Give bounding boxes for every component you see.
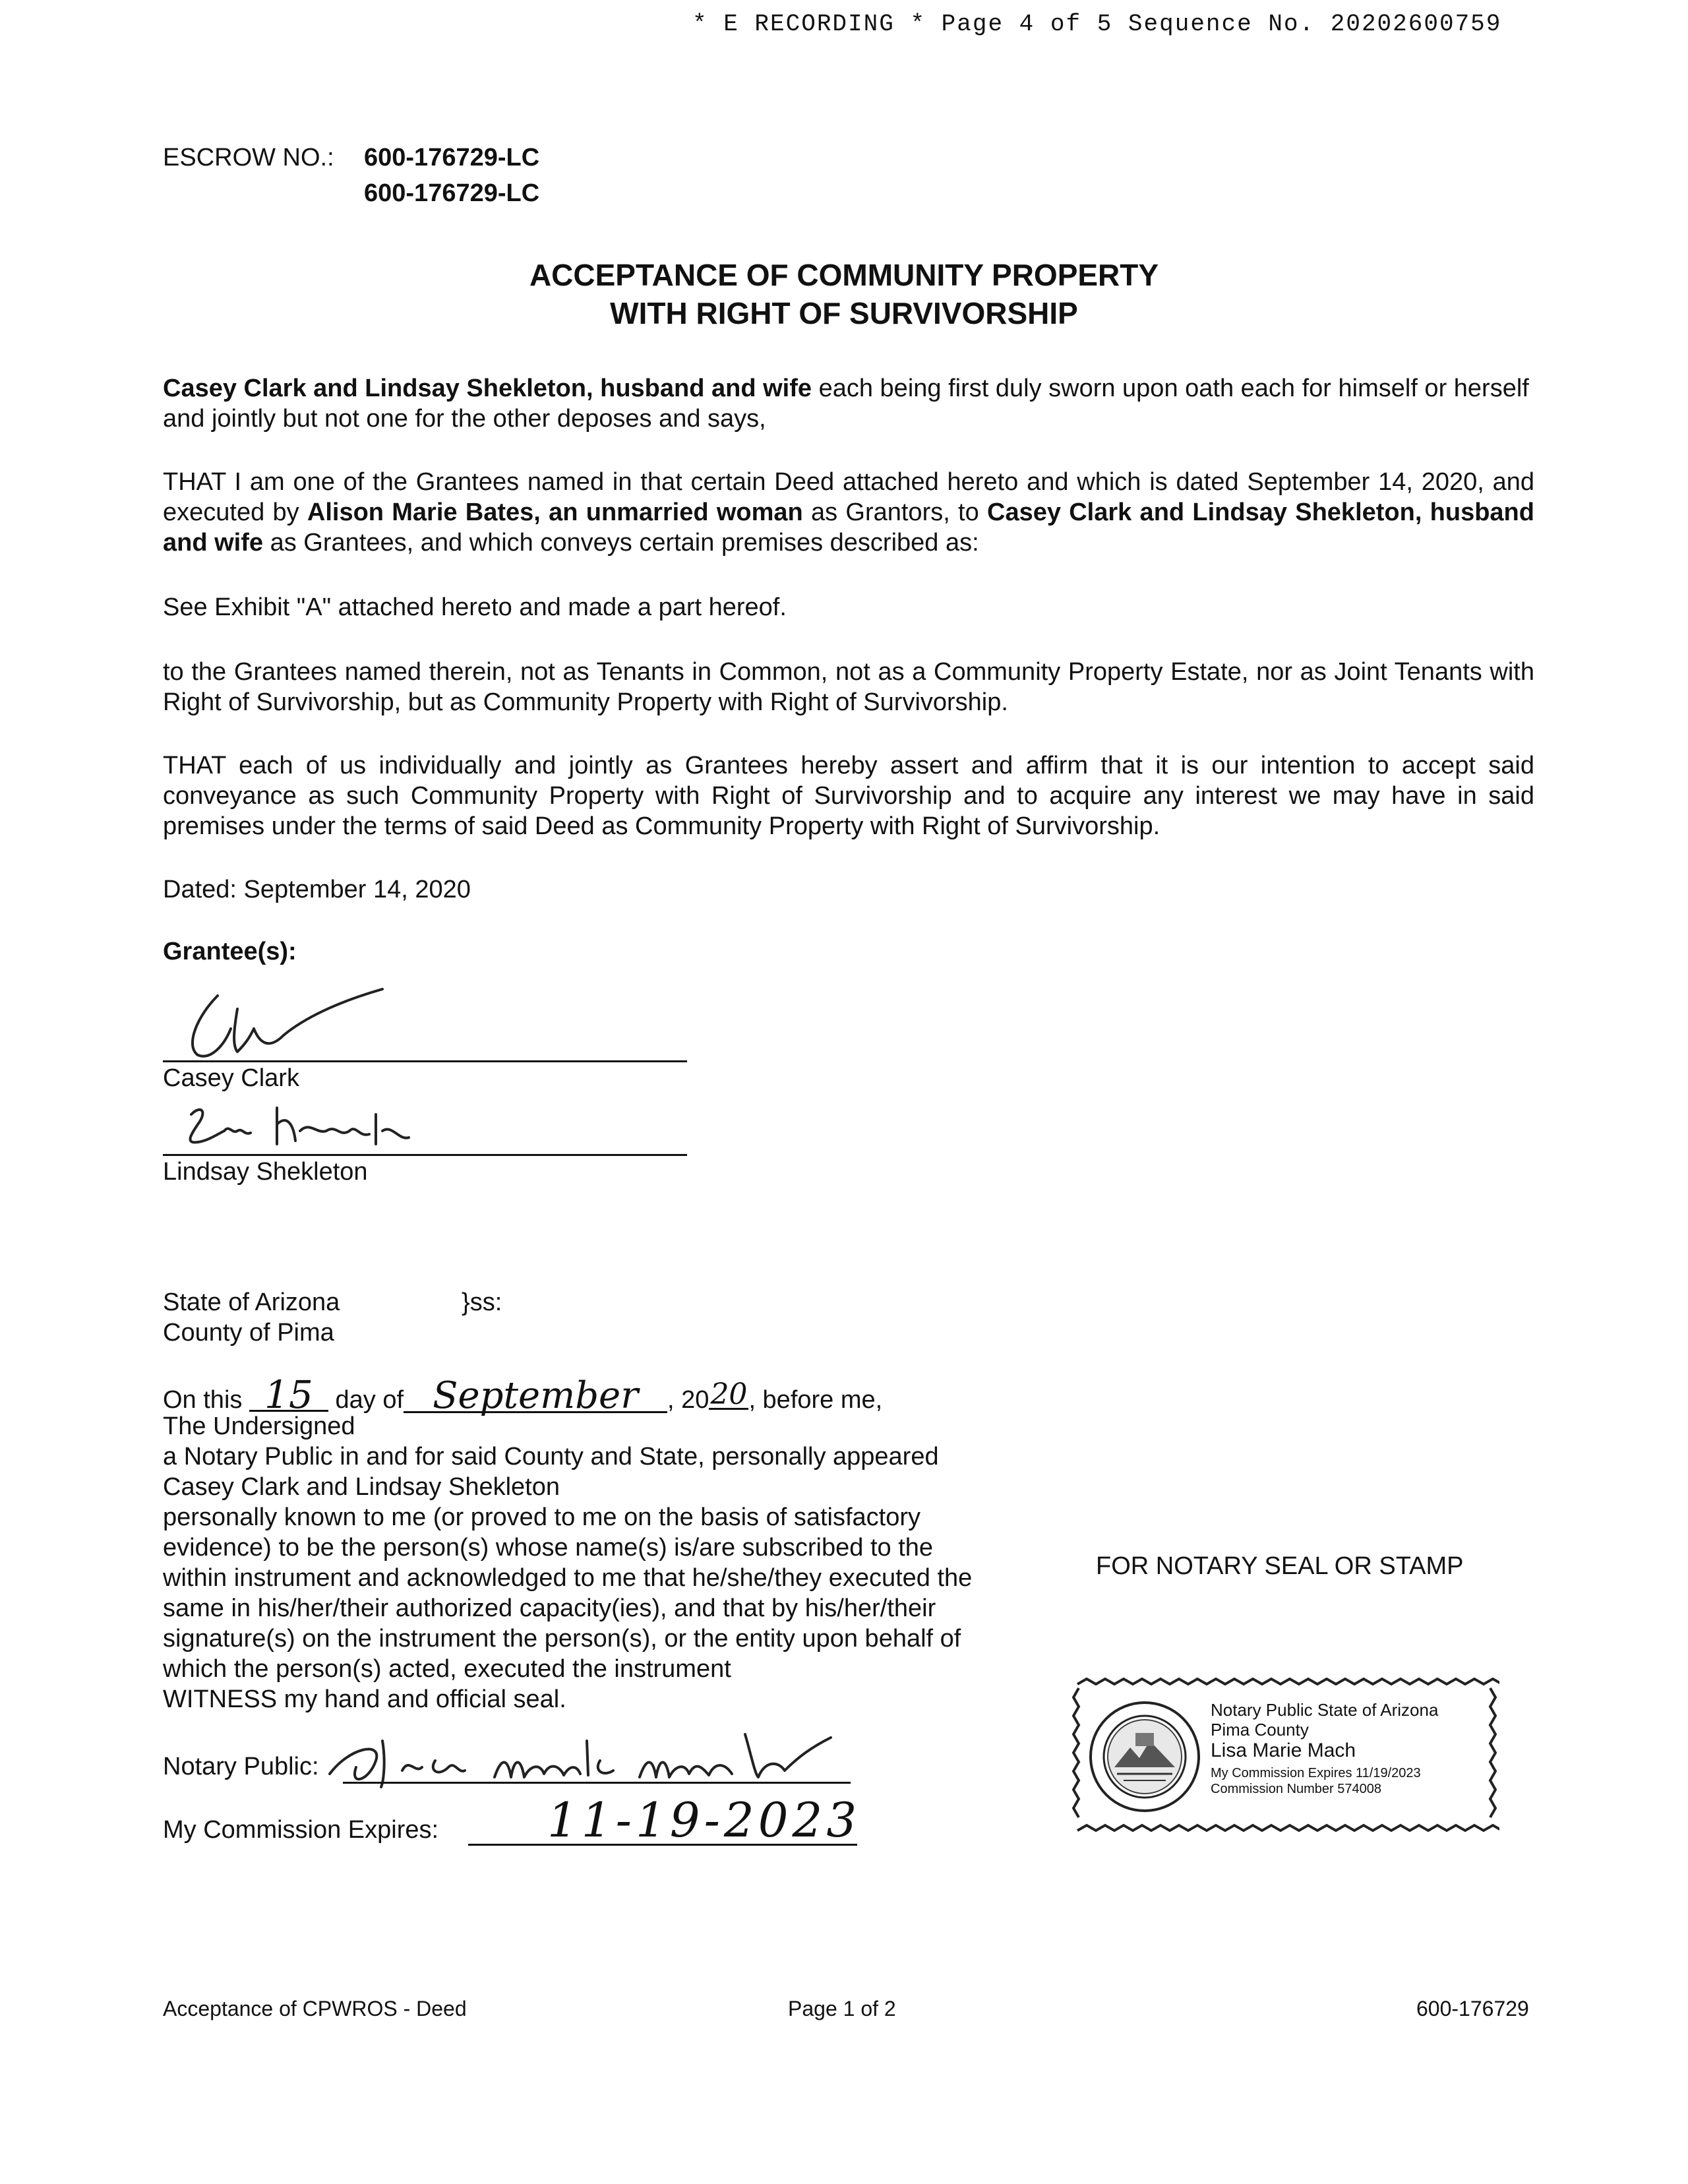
undersigned-label: The Undersigned (163, 1412, 355, 1440)
commission-expires-value: 11-19-2023 (547, 1792, 861, 1848)
notary-text-line: a Notary Public in and for said County and State, personally appeared (163, 1443, 939, 1471)
seal-heading: FOR NOTARY SEAL OR STAMP (1096, 1552, 1464, 1580)
paragraph-text: as Grantors, to (802, 499, 987, 526)
notary-signature-line (343, 1782, 851, 1784)
stamp-line-4: My Commission Expires 11/19/2023 (1211, 1766, 1421, 1780)
witness-line: WITNESS my hand and official seal. (163, 1685, 566, 1713)
acknowledgment-date-line (163, 1372, 883, 1417)
paragraph-deed (163, 467, 1534, 558)
document-title (0, 256, 1688, 332)
casey-clark-signature (171, 983, 409, 1068)
paragraph-affirmation: THAT each of us individually and jointly as Grantees hereby assert and affirm that it is our intention to accept said conveyance as such Community Property with Right of Survivorship and to acquire any interest we may have in said premises under the terms of said Deed as Community Property with Right of Survivorship. (163, 752, 1534, 840)
state-seal-icon (1091, 1703, 1199, 1811)
venue-county: County of Pima (163, 1319, 334, 1347)
paragraph-exhibit: See Exhibit "A" attached hereto and made a part hereof. (163, 593, 787, 621)
stamp-line-1: Notary Public State of Arizona (1211, 1700, 1439, 1720)
day-value: 15 (249, 1380, 328, 1412)
title-line-2: WITH RIGHT OF SURVIVORSHIP (610, 296, 1078, 330)
notary-text-line: same in his/her/their authorized capacity(ies), and that by his/her/their (163, 1594, 936, 1622)
footer-page-number: Page 1 of 2 (788, 1997, 896, 2020)
paragraph-text: as Grantees, and which conveys certain premises described as: (263, 529, 979, 557)
grantees-names: Casey Clark and Lindsay Shekleton, husband and wife (163, 375, 812, 402)
paragraph-text: THAT I am one of the Grantees named in that certain Deed attached hereto and which is dated September 14, 2020, and executed by (163, 468, 1534, 526)
paragraph-text: each being first duly sworn upon oath each for himself or herself and jointly but not one for the other deposes and says, (163, 375, 1529, 433)
notary-text-line: signature(s) on the instrument the person(s), or the entity upon behalf of (163, 1625, 961, 1653)
notary-text-line: within instrument and acknowledged to me that he/she/they executed the (163, 1564, 973, 1592)
on-this-label: On this (163, 1386, 243, 1414)
signer-1-name: Casey Clark (163, 1064, 299, 1092)
notary-stamp (1071, 1675, 1499, 1838)
commission-expires-label: My Commission Expires: (163, 1816, 439, 1844)
grantees-names: Casey Clark and Lindsay Shekleton, husband and wife (163, 499, 1534, 557)
recording-header: * E RECORDING * Page 4 of 5 Sequence No. 20202600759 (692, 11, 1502, 38)
venue-state: State of Arizona (163, 1289, 340, 1316)
notary-text-line: evidence) to be the person(s) whose name(s) is/are subscribed to the (163, 1534, 934, 1562)
stamp-line-2: Pima County (1211, 1720, 1309, 1740)
paragraph-deponents (163, 373, 1534, 434)
signer-2-name: Lindsay Shekleton (163, 1158, 368, 1186)
stamp-line-3: Lisa Marie Mach (1211, 1740, 1356, 1761)
lindsay-shekleton-signature (178, 1095, 442, 1161)
year-prefix: , 20 (667, 1386, 709, 1414)
commission-expires-line (468, 1844, 857, 1846)
year-value: 20 (710, 1378, 748, 1411)
signature-line-2 (163, 1154, 687, 1156)
footer-left: Acceptance of CPWROS - Deed (163, 1997, 467, 2020)
stamp-line-5: Commission Number 574008 (1211, 1782, 1382, 1796)
appeared-names: Casey Clark and Lindsay Shekleton (163, 1473, 560, 1501)
month-value: September (404, 1381, 667, 1413)
escrow-number-1: 600-176729-LC (364, 144, 540, 171)
grantees-label: Grantee(s): (163, 938, 297, 965)
dated-line: Dated: September 14, 2020 (163, 876, 471, 903)
escrow-label: ESCROW NO.: (163, 144, 334, 171)
notary-text-line: personally known to me (or proved to me on the basis of satisfactory (163, 1503, 920, 1531)
title-line-1: ACCEPTANCE OF COMMUNITY PROPERTY (529, 258, 1159, 292)
signature-line-1 (163, 1060, 687, 1062)
escrow-number-2: 600-176729-LC (364, 179, 540, 207)
before-me-label: , before me, (748, 1386, 883, 1414)
grantor-names: Alison Marie Bates, an unmarried woman (307, 499, 803, 526)
notary-text-line: which the person(s) acted, executed the instrument (163, 1655, 731, 1683)
venue-ss: }ss: (462, 1289, 502, 1316)
footer-right: 600-176729 (1416, 1997, 1529, 2020)
paragraph-tenancy: to the Grantees named therein, not as Tenants in Common, not as a Community Property Estate, nor as Joint Tenants with Right of Survivorship, but as Community Property with Right of Survivorship. (163, 658, 1534, 716)
notary-public-label: Notary Public: (163, 1753, 319, 1780)
day-of-label: day of (335, 1386, 404, 1414)
